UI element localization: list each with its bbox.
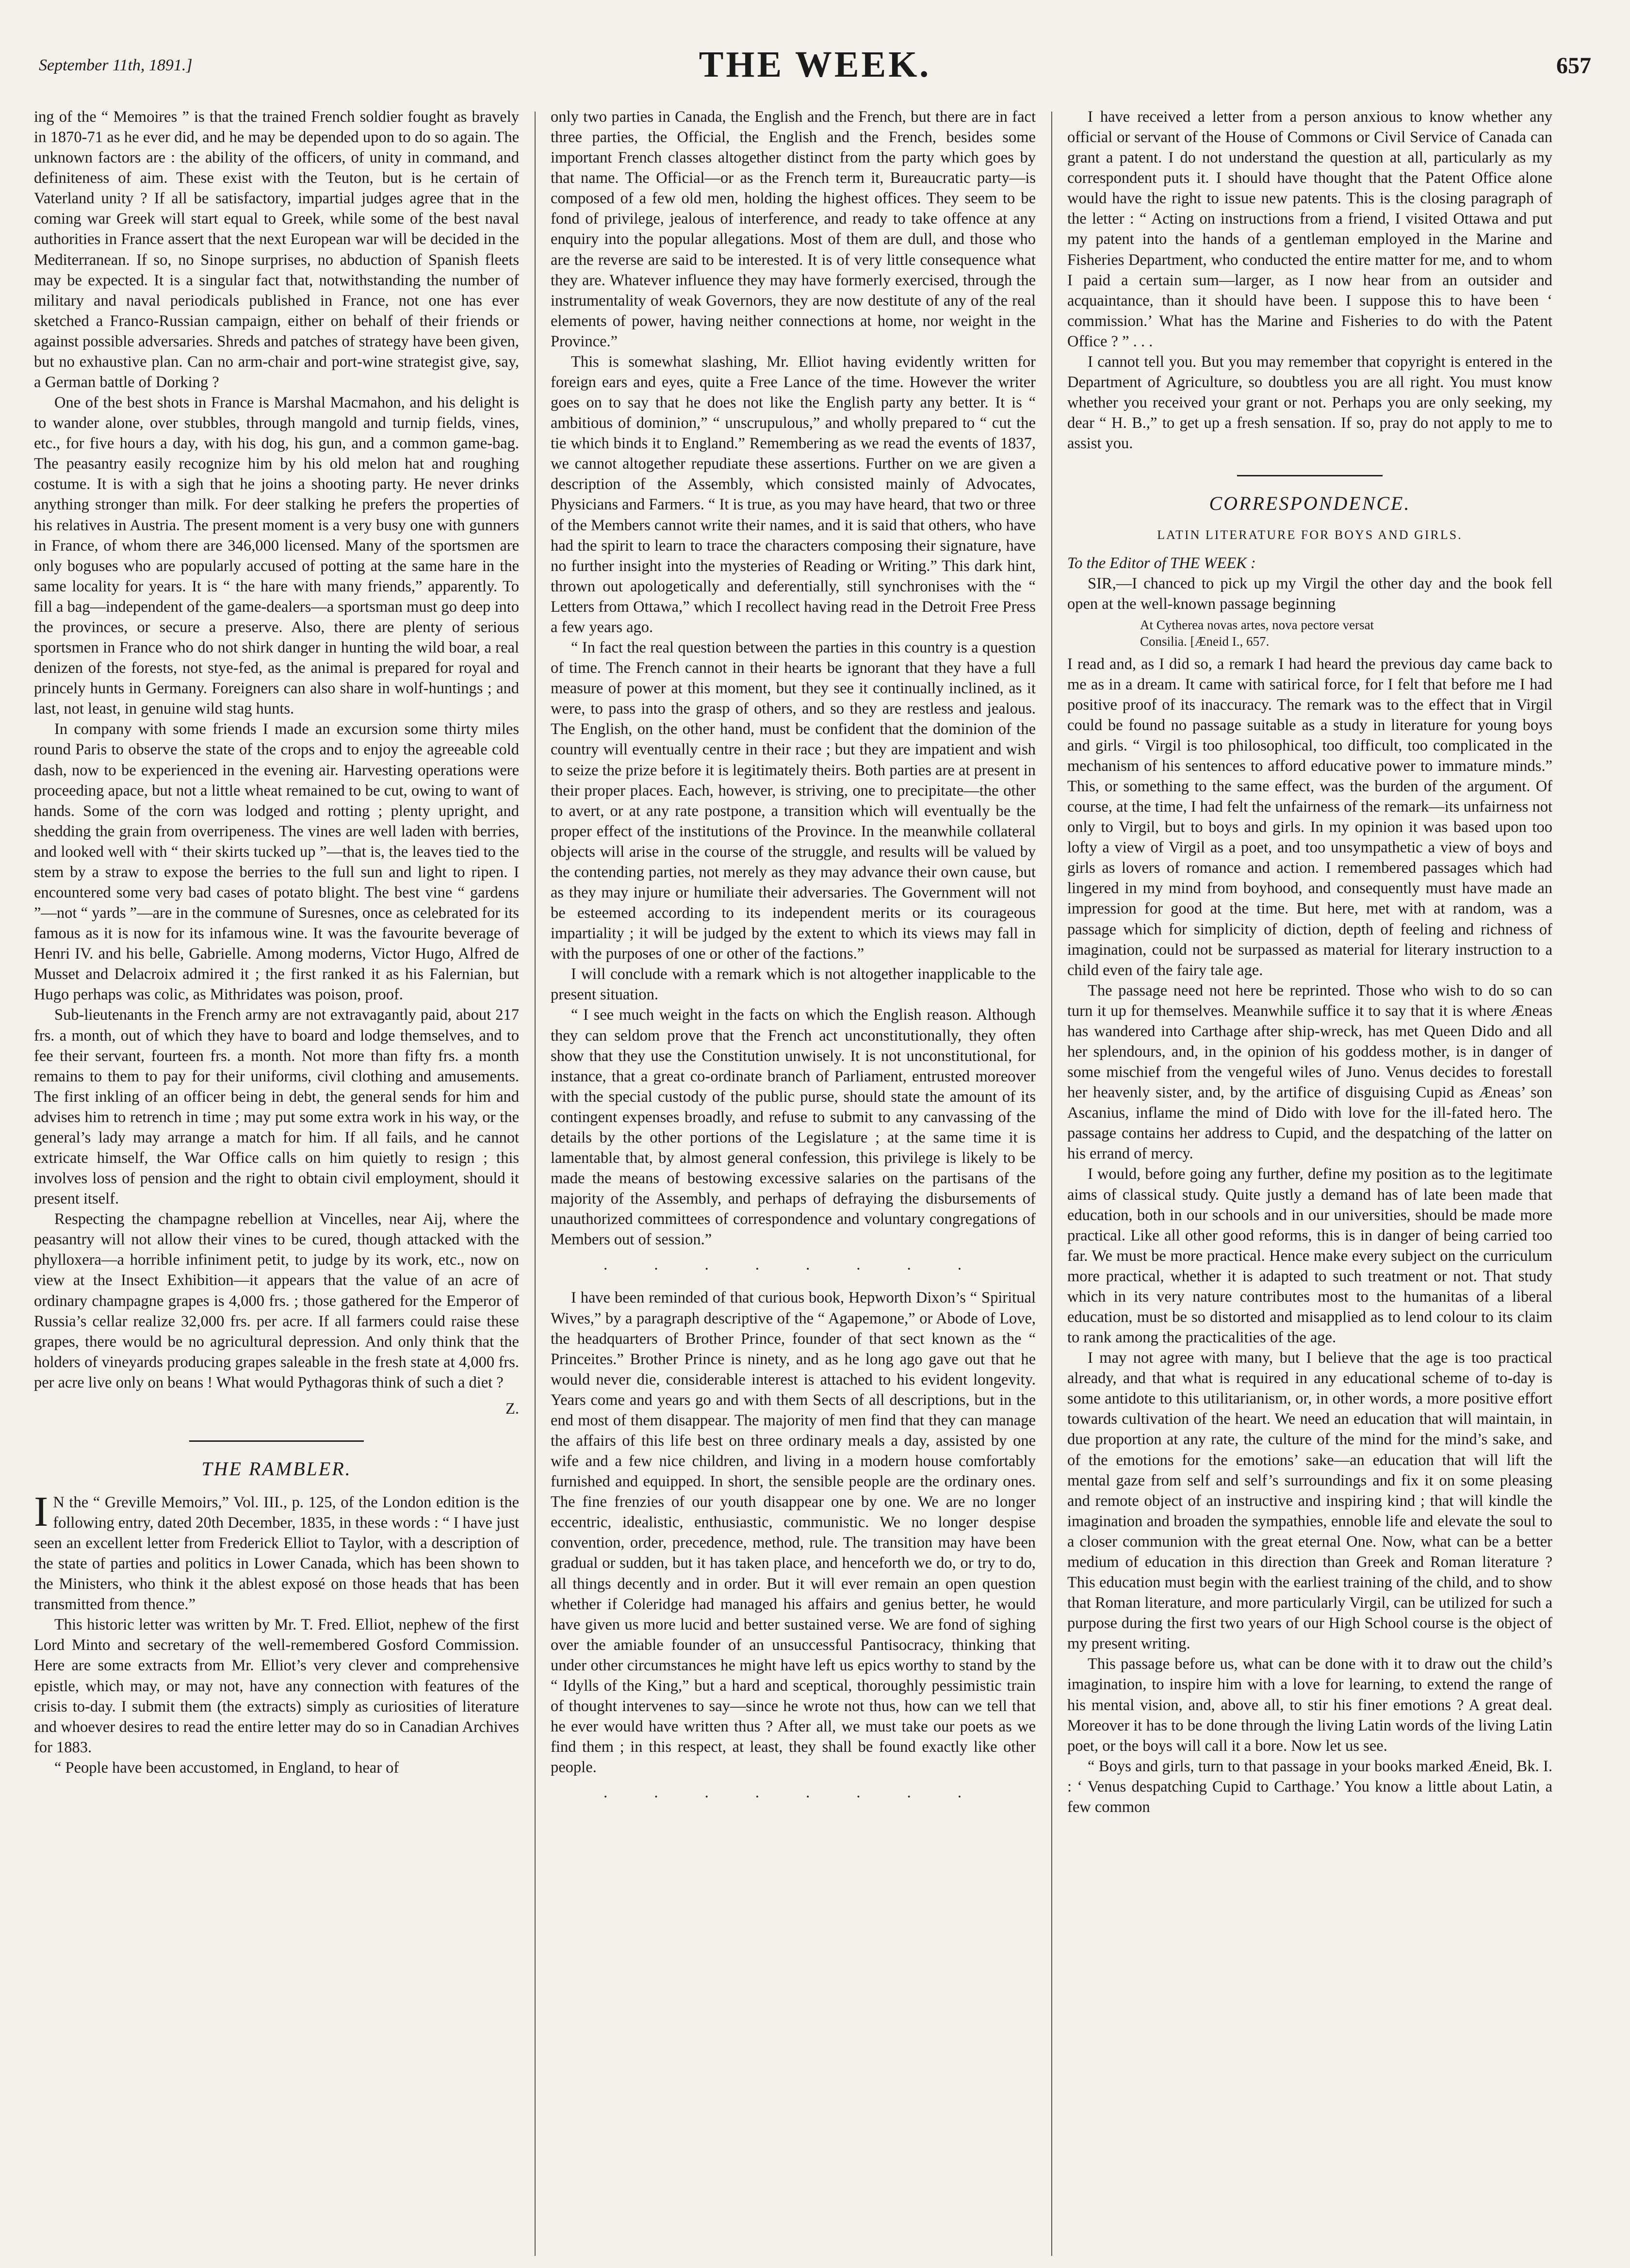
paragraph: “ In fact the real question between the parties in this country is a question of time. The French cannot in their hearts be ignorant that they have a full measure of power at this moment, but they see it continually inclined, as it were, to pass into the grasp of others, and so they are restless and jealous. The English, on the other hand, must be confident that the dominion of the country will eventually centre in their race ; but they are impatient and wish to seize the prize before it is legitimately theirs. Both parties are at present in their proper places. Each, however, is striving, one to precipitate—the other to avert, or at any rate postpone, a transition which will eventually be the proper effect of the institutions of the Province. In the meanwhile collateral objects will arise in the course of the struggle, and results will be valued by the contending parties, not merely as they may advance their own cause, but as they may injure or humiliate their adversaries. The Government will not be esteemed according to its independent merits or its courageous impartiality ; it will be judged by the extent to which its views may fall in with the purposes of one or other of the factions.”	[551, 639, 1036, 963]
latin-quotation	[1140, 617, 1552, 650]
section-title-correspondence: CORRESPONDENCE.	[1209, 492, 1411, 515]
quotation-line: Consilia. [Æneid I., 657.	[1140, 634, 1270, 649]
paragraph	[34, 1488, 519, 1615]
paragraph: This passage before us, what can be done with it to draw out the child’s imagination, to inspire him with a love for learning, to extend the range of his mental vision, and, above all, to stir his finer emotions ? A great deal. Moreover it has to be done through the living Latin words of the living Latin poet, or the boys will call it a bore. Now let us see.	[1067, 1655, 1552, 1755]
quotation-line: At Cytherea novas artes, nova pectore versat	[1140, 618, 1374, 633]
masthead-title: THE WEEK.	[699, 44, 931, 85]
paragraph-text: N the “ Greville Memoirs,” Vol. III., p. 125, of the London edition is the following entry, dated 20th December, 1835, in these words : “ I have just seen an excellent letter from Frederick Elliot to Taylor, with a description of the state of parties and politics in Lower Canada, which has been shown to the Ministers, who think it the ablest exposé on those heads that has been transmitted from thence.”	[34, 1493, 519, 1614]
author-signature: Z.	[505, 1400, 519, 1418]
letter-heading: LATIN LITERATURE FOR BOYS AND GIRLS.	[1157, 528, 1463, 542]
paragraph: The passage need not here be reprinted. Those who wish to do so can turn it up for themselves. Meanwhile suffice it to say that it is where Æneas has wandered into Carthage after ship-wreck, has met Queen Dido and all her splendours, and, in the opinion of his goddess mother, is in danger of some mischief from the vengeful wiles of Juno. Venus decides to forestall her heavenly sister, and, by the artifice of disguising Cupid as Æneas’ son Ascanius, inflame the mind of Dido with love for the ill-fated hero. The passage contains her address to Cupid, and the despatching of the latter on his errand of mercy.	[1067, 981, 1552, 1163]
paragraph: I have been reminded of that curious book, Hepworth Dixon’s “ Spiritual Wives,” by a paragraph descriptive of the “ Agapemone,” or Abode of Love, the headquarters of Brother Prince, founder of that sect known as the “ Princeites.” Brother Prince is ninety, and as he long ago gave out that he would never die, considerable interest is attached to his evident longevity. Years come and years go and with them Sects of all descriptions, but in the end most of them disappear. The majority of men find that they can manage the affairs of this life best on three ordinary meals a day, assisted by one wife and a few nice children, and living in a modern house comfortably furnished and equipped. In short, the sensible people are the ordinary ones. The fine frenzies of our youth disappear one by one. We are no longer eccentric, idealistic, enthusiastic, communistic. We no longer despise convention, order, precedence, method, rule. The transition may have been gradual or sudden, but it has taken place, and henceforth we do, or try to do, all things decently and in order. But it will ever remain an open question whether if Coleridge had managed his affairs and genius better, he would have given us more lucid and better sustained verse. We are fond of sighing over the amiable founder of an unsuccessful Pantisocracy, thinking that under other circumstances he might have left us epics worthy to stand by the “ Idylls of the King,” but a hard and sceptical, thoroughly pessimistic train of thought intervenes to say—since he wrote not thus, how can we tell that he ever would have written thus ? After all, we must take our poets as we find them ; in this respect, at least, they shall be found exactly like other people.	[551, 1289, 1036, 1777]
editor-salutation: To the Editor of THE WEEK :	[1067, 554, 1256, 572]
paragraph: Respecting the champagne rebellion at Vincelles, near Aij, where the peasantry will not allow their vines to be cured, though attacked with the phylloxera—a horrible infiniment petit, to judge by its work, etc., now on view at the Insect Exhibition—it appears that the value of an acre of ordinary champagne grapes is 4,000 frs. ; those gathered for the Emperor of Russia’s cellar realize 32,000 frs. per acre. If all farmers could raise these grapes, there would be no agricultural depression. And only think that the holders of vineyards producing grapes saleable in the fresh state at 4,000 frs. per acre live only on beans ! What would Pythagoras think of such a diet ?	[34, 1210, 519, 1391]
paragraph: “ Boys and girls, turn to that passage in your books marked Æneid, Bk. I. : ‘ Venus despatching Cupid to Carthage.’ You know a little about Latin, a few common	[1067, 1757, 1552, 1816]
drop-cap: I	[34, 1488, 49, 1535]
paragraph: ing of the “ Memoires ” is that the trained French soldier fought as bravely in 1870-71 as he ever did, and he may be depended upon to do so again. The unknown factors are : the ability of the officers, of unity in command, and definiteness of aim. These exist with the Teuton, but is he certain of Vaterland unity ? If all be satisfactory, impartial judges agree that in the coming war Greek will start equal to Greek, while some of the best naval authorities in France assert that the next European war will be decided in the Mediterranean. If so, no Sinope surprises, no abduction of Spanish fleets may be expected. It is a singular fact that, notwithstanding the number of military and naval periodicals published in France, not one has ever sketched a Franco-Russian campaign, either on behalf of their friends or against possible adversaries. Shreds and patches of strategy have been given, but no exhaustive plan. Can no arm-chair and port-wine strategist give, say, a German battle of Dorking ?	[34, 108, 519, 392]
page-number: 657	[1556, 53, 1591, 79]
section-break-dots: . . . . . . . .	[603, 1256, 983, 1274]
column-2	[551, 107, 1036, 2261]
section-title-rambler: THE RAMBLER.	[201, 1458, 352, 1480]
column-3	[1067, 107, 1552, 2261]
section-rule	[189, 1440, 364, 1442]
paragraph: In company with some friends I made an excursion some thirty miles round Paris to observe the state of the crops and to enjoy the agreeable cold dash, now to be experienced in the evening air. Harvesting operations were proceeding apace, but not a little wheat remained to be cut, owing to want of hands. Some of the corn was lodged and rotting ; plenty upright, and shedding the grain from overripeness. The vines are well laden with berries, and looked well with “ their skirts tucked up ”—that is, the leaves tied to the stem by a straw to expose the berries to the full sun and light to ripen. I encountered some very bad cases of potato blight. The best vine “ gardens ”—not “ yards ”—are in the commune of Suresnes, once as celebrated for its famous as it is now for its infamous wine. It was the favourite beverage of Henri IV. and his belle, Gabrielle. Among moderns, Victor Hugo, Alfred de Musset and Delacroix admired it ; the first ranked it as his Falernian, but Hugo perhaps was colic, as Mithridates was poison, proof.	[34, 720, 519, 1004]
section-rule	[1237, 475, 1383, 476]
paragraph: Sub-lieutenants in the French army are not extravagantly paid, about 217 frs. a month, out of which they have to board and lodge themselves, and to fee their servant, fourteen frs. a month. Not more than fifty frs. a month remains to them to pay for their uniforms, civil clothing and amusements. The first inkling of an officer being in debt, the general sends for him and advises him to retrench in time ; may put some extra work in his way, or the general’s lady may arrange a match for him. If all fails, and he cannot extricate himself, the War Office calls on him quietly to resign ; this involves loss of pension and the right to obtain civil employment, should it present itself.	[34, 1006, 519, 1208]
paragraph: I will conclude with a remark which is not altogether inapplicable to the present situation.	[551, 965, 1036, 1004]
paragraph: I would, before going any further, define my position as to the legitimate aims of classical study. Quite justly a demand has of late been made that education, both in our schools and in our universities, should be made more practical. Like all other good reforms, this is in danger of being carried too far. We must be more practical. Hence make every subject on the curriculum more practical, whether it is adapted to such treatment or not. That study which in its very nature contributes most to the humanitas of a liberal education, must be so distorted and misapplied as to lend colour to its claim to rank among the practicalities of the age.	[1067, 1165, 1552, 1347]
paragraph: This is somewhat slashing, Mr. Elliot having evidently written for foreign ears and eyes, quite a Free Lance of the time. However the writer goes on to say that he does not like the English party any better. It is “ ambitious of dominion,” “ unscrupulous,” and wholly prepared to “ cut the tie which binds it to England.” Remembering as we read the events of 1837, we cannot altogether repudiate these assertions. Further on we are given a description of the Assembly, which consisted mainly of Advocates, Physicians and Farmers. “ It is true, as you may have heard, that two or three of the Members cannot write their names, and it is said that others, who have had the spirit to learn to trace the characters composing their signature, have no further insight into the mysteries of Reading or Writing.” This dark hint, thrown out apologetically and deferentially, still synchronises with the “ Letters from Ottawa,” which I recollect having read in the Detroit Free Press a few years ago.	[551, 353, 1036, 636]
issue-date: September 11th, 1891.]	[39, 56, 193, 74]
paragraph: “ People have been accustomed, in England, to hear of	[54, 1759, 399, 1777]
section-break-dots: . . . . . . . .	[603, 1784, 983, 1802]
page-header	[39, 29, 1591, 97]
paragraph: “ I see much weight in the facts on which the English reason. Although they can seldom prove that the French act unconstitutionally, they often show that they use the Constitution unwisely. It is not unconstitutional, for instance, that a great co-ordinate branch of Parliament, entrusted moreover with the special custody of the public purse, should state the amount of its contingent expenses broadly, and refuse to submit to any canvassing of the details by the other portions of the Legislature ; at the same time it is lamentable that, by almost general confession, this privilege is likely to be made the means of bestowing excessive salaries on the partisans of the majority of the Assembly, and perhaps of defraying the disbursements of unauthorized committees of correspondence and voluntary congregations of Members out of session.”	[551, 1006, 1036, 1249]
paragraph: I read and, as I did so, a remark I had heard the previous day came back to me as in a dream. It came with satirical force, for I felt that before me I had positive proof of its inaccuracy. The remark was to the effect that in Virgil could be found no passage suitable as a study in literature for young boys and girls. “ Virgil is too philosophical, too difficult, too complicated in the mechanism of his sentences to afford educative power to immature minds.” This, or something to the same effect, was the burden of the argument. Of course, at the time, I had felt the unfairness of the remark—its unfairness not only to Virgil, but to boys and girls. In my opinion it was based upon too lofty a view of Virgil as a poet, and too unsympathetic a view of boys and girls as lovers of romance and action. I remembered passages which had lingered in my mind from boyhood, and consequently must have made an impression for good at the time. But here, met with at random, was a passage which for simplicity of diction, depth of feeling and richness of imagination, could not be surpassed as material for literary instruction to a child even of the fairy tale age.	[1067, 655, 1552, 979]
column-divider	[1051, 112, 1052, 2256]
paragraph: I have received a letter from a person anxious to know whether any official or servant of the House of Commons or Civil Service of Canada can grant a patent. I do not understand the question at all, particularly as my correspondent puts it. I should have thought that the Patent Office alone would have the right to issue new patents. This is the closing paragraph of the letter : “ Acting on instructions from a friend, I visited Ottawa and put my patent into the hands of a gentleman employed in the Marine and Fisheries Department, who conducted the entire matter for me, and to whom I paid a certain sum—larger, as I now hear from an outsider and acquaintance, than it should have been. I suppose this to have been ‘ commission.’ What has the Marine and Fisheries to do with the Patent Office ? ” . . .	[1067, 108, 1552, 350]
paragraph: only two parties in Canada, the English and the French, but there are in fact three parties, the Official, the English and the French, besides some important French classes altogether distinct from the party which goes by that name. The Official—or as the French term it, Bureaucratic party—is composed of a few old men, holding the highest offices. They seem to be fond of privilege, jealous of interference, and ready to take offence at any enquiry into the popular allegations. Most of them are dull, and those who are the reverse are said to be interested. It is of very little consequence what they are. Whatever influence they may have formerly exercised, through the instrumentality of weak Governors, they are now destitute of any of the real elements of power, having neither connections at home, nor weight in the Province.”	[551, 108, 1036, 350]
paragraph: I may not agree with many, but I believe that the age is too practical already, and that what is required in any educational scheme of to-day is some antidote to this utilitarianism, or, in other words, a more positive effort towards cultivation of the heart. We need an education that will maintain, in due proportion at any rate, the culture of the mind for the mind’s sake, and of the emotions for the emotions’ sake—an education that will lift the mental gaze from self and self’s surroundings and fix it on some pleasing and remote object of an instructive and inspiring kind ; that will kindle the imagination and broaden the sympathies, ennoble life and elevate the soul to a closer communion with the great eternal One. Now, what can be a better medium of education in this direction than Greek and Roman literature ? This education must begin with the earliest training of the child, and to show that Roman literature, and more particularly Virgil, can be utilized for such a purpose during the first two years of our High School course is the object of my present writing.	[1067, 1349, 1552, 1653]
paragraph: I cannot tell you. But you may remember that copyright is entered in the Department of Agriculture, so doubtless you are all right. You must know whether you received your grant or not. Perhaps you are only seeking, my dear “ H. B.,” to get up a fresh sensation. If so, pray do not apply to me to assist you.	[1067, 353, 1552, 453]
paragraph: One of the best shots in France is Marshal Macmahon, and his delight is to wander alone, over stubbles, through mangold and turnip fields, vines, etc., for five hours a day, with his dog, his gun, and a common game-bag. The peasantry easily recognize him by his old melon hat and roughing costume. It is with a sigh that he joins a shooting party. He never drinks anything stronger than milk. For deer stalking he prefers the properties of his relatives in Austria. The present moment is a very busy one with gunners in France, of whom there are 346,000 licensed. Many of the sportsmen are only boguses who are popularly accused of potting at the same hare in the same locality for years. It is “ the hare with many friends,” apparently. To fill a bag—independent of the game-dealers—a sportsman must go deep into the provinces, or secure a preserve. Also, there are plenty of serious sportsmen in France who do not shirk danger in hunting the wild boar, a real denizen of the forests, not stye-fed, as the animal is prepared for royal and princely hunts in Germany. Foreigners can also share in wolf-huntings ; and last, not least, in genuine wild stag hunts.	[34, 394, 519, 718]
paragraph: This historic letter was written by Mr. T. Fred. Elliot, nephew of the first Lord Minto and secretary of the well-remembered Gosford Commission. Here are some extracts from Mr. Elliot’s very clever and comprehensive epistle, which may, or may not, have any connection with features of the crisis to-day. I submit them (the extracts) simply as curiosities of literature and whoever desires to read the entire letter may do so in Canadian Archives for 1883.	[34, 1616, 519, 1756]
paragraph: SIR,—I chanced to pick up my Virgil the other day and the book fell open at the well-known passage beginning	[1067, 574, 1552, 613]
column-divider	[535, 112, 536, 2256]
column-1	[34, 107, 519, 2261]
